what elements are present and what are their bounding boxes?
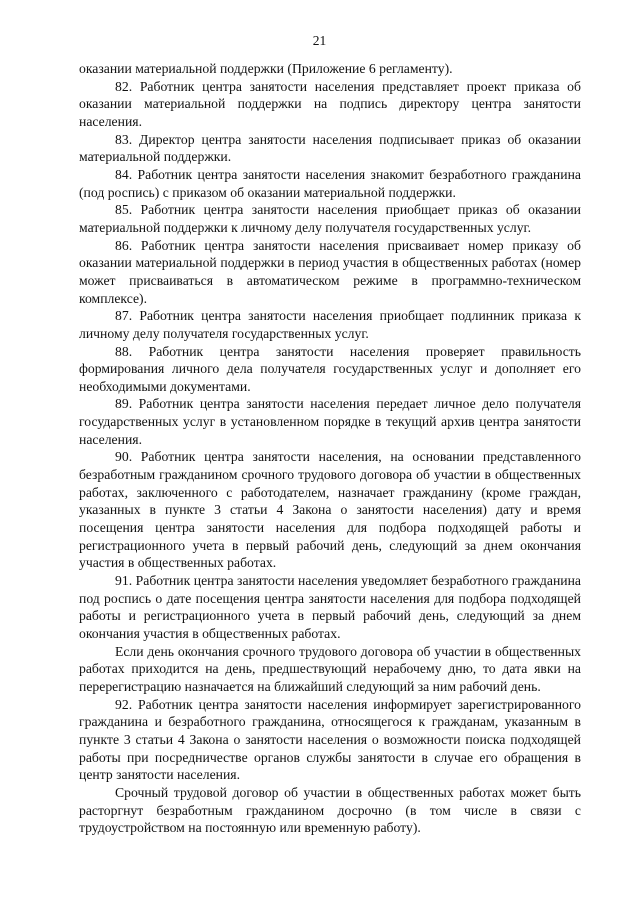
paragraph-92-note: Срочный трудовой договор об участии в общественных работах может быть расторгнут безработным гражданином досрочно (в том числе в связи с трудоустройством на постоянную или временную работу). xyxy=(79,784,581,836)
page-number: 21 xyxy=(312,33,327,48)
paragraph-84: 84. Работник центра занятости населения знакомит безработного гражданина (под роспись) с приказом об оказании материальной поддержки. xyxy=(79,166,581,200)
paragraph-89: 89. Работник центра занятости населения передает личное дело получателя государственных услуг в установленном порядке в текущий архив центра занятости населения. xyxy=(79,396,581,447)
paragraph-83: 83. Директор центра занятости населения подписывает приказ об оказании материальной поддержки. xyxy=(79,131,581,165)
document-body xyxy=(79,60,581,837)
paragraph-90: 90. Работник центра занятости населения, на основании представленного безработным гражданином срочного трудового договора об участии в общественных работах, заключенного с работодателем, назначает гражданину (кроме граждан, указанных в пункте 3 статьи 4 Закона о занятости населения) дату и время посещения центра занятости населения для подбора подходящей работы и регистрационного учета в первый рабочий день, следующий за днем окончания участия в общественных работах. xyxy=(79,449,581,571)
paragraph-91: 91. Работник центра занятости населения уведомляет безработного гражданина под роспись о дате посещения центра занятости населения для подбора подходящей работы и регистрационного учета в первый рабочий день, следующий за днем окончания участия в общественных работах. xyxy=(79,573,581,641)
paragraph-85: 85. Работник центра занятости населения приобщает приказ об оказании материальной поддержки к личному делу получателя государственных услуг. xyxy=(79,202,581,235)
paragraph-92: 92. Работник центра занятости населения информирует зарегистрированного гражданина и безработного гражданина, относящегося к гражданам, указанным в пункте 3 статьи 4 Закона о занятости населения о возможности поиска подходящей работы при посредничестве органов службы занятости в случае его обращения в центр занятости населения. xyxy=(79,696,581,783)
paragraph-87: 87. Работник центра занятости населения приобщает подлинник приказа к личному делу получателя государственных услуг. xyxy=(79,308,581,341)
paragraph-82: 82. Работник центра занятости населения представляет проект приказа об оказании материальной поддержки на подпись директору центра занятости населения. xyxy=(79,78,581,129)
paragraph-86: 86. Работник центра занятости населения присваивает номер приказу об оказании материальной поддержки в период участия в общественных работах (номер может присваиваться в автоматическом режиме в программно-техническом комплексе). xyxy=(79,237,581,306)
paragraph-91-note: Если день окончания срочного трудового договора об участии в общественных работах приходится на день, предшествующий нерабочему дню, то дата явки на перерегистрацию назначается на ближайший следующий за ним рабочий день. xyxy=(79,643,581,694)
paragraph-continuation: оказании материальной поддержки (Приложение 6 регламенту). xyxy=(79,61,453,76)
paragraph-88: 88. Работник центра занятости населения проверяет правильность формирования личного дела получателя государственных услуг и дополняет его необходимыми документами. xyxy=(79,343,581,394)
